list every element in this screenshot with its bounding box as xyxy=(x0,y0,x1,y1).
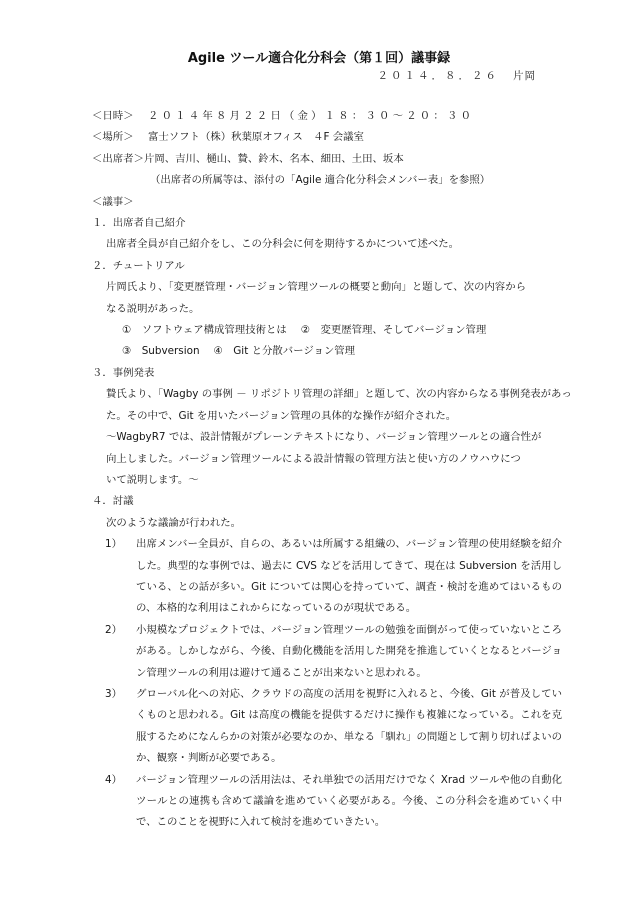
discussion-item-4 xyxy=(92,770,562,834)
section-3-line-3: ～WagbyR7 では、設計情報がプレーンテキストになり、バージョン管理ツールとの適合性が xyxy=(106,431,542,444)
attendees-value: 片岡、吉川、樋山、贄、鈴木、名本、細田、土田、坂本 xyxy=(143,152,404,165)
document-author: 片岡 xyxy=(513,70,536,82)
section-2-line-2: なる説明があった。 xyxy=(106,302,200,315)
agenda-label: ＜議事＞ xyxy=(92,195,134,208)
attendees-label: ＜出席者＞ xyxy=(92,152,144,165)
date-author-line xyxy=(378,68,537,83)
attendees-note: （出席者の所属等は、添付の「Agile 適合化分科会メンバー表」を参照） xyxy=(150,174,491,187)
section-1-heading: １．出席者自己紹介 xyxy=(92,217,186,230)
section-3-line-4: 向上しました。バージョン管理ツールによる設計情報の管理方法と使い方のノウハウにつ xyxy=(106,452,521,465)
section-3-line-2: た。その中で、Git を用いたバージョン管理の具体的な操作が紹介された。 xyxy=(106,409,457,422)
section-3-line-5: いて説明します。～ xyxy=(106,473,199,486)
tutorial-topic-1: ① ソフトウェア構成管理技術とは xyxy=(122,324,287,337)
meta-attendees xyxy=(92,149,562,170)
datetime-label: ＜日時＞ xyxy=(92,110,134,122)
document-title: Agile ツール適合化分科会（第１回）議事録 xyxy=(187,51,451,66)
meta-datetime xyxy=(92,106,562,127)
discussion-item-text: グローバル化への対応、クラウドの高度の活用を視野に入れると、今後、Git が普及していくものと思われる。Git は高度の機能を提供するだけに操作も複雑になっている。これを克服するためになんらかの対策が必要なのか、単なる「馴れ」の問題として割り切ればよいのか、観察・判断が必要である。 xyxy=(136,687,563,765)
section-4-heading: ４．討議 xyxy=(92,495,134,508)
section-2-line-1: 片岡氏より、「変更歴管理・バージョン管理ツールの概要と動向」と題して、次の内容から xyxy=(106,281,526,294)
section-4-intro: 次のような議論が行われた。 xyxy=(106,516,242,529)
section-3-heading: ３．事例発表 xyxy=(92,366,155,379)
place-label: ＜場所＞ xyxy=(92,131,134,144)
discussion-item-2 xyxy=(92,620,562,684)
document-date: ２０１４．８．２６ xyxy=(377,70,499,82)
discussion-item-number: 2） xyxy=(104,623,122,636)
section-3-line-1: 贄氏より、「Wagby の事例 － リポジトリ管理の詳細」と題して、次の内容からなる事例発表があっ xyxy=(106,388,572,401)
tutorial-topic-4: ④ Git と分散バージョン管理 xyxy=(213,345,356,358)
discussion-item-number: 1） xyxy=(104,538,122,551)
discussion-item-text: バージョン管理ツールの活用法は、それ単独での活用だけでなく Xrad ツールや他の自動化ツールとの連携も含めて議論を進めていく必要がある。今後、この分科会を進めていく中で、このことを視野に入れて検討を進めていきたい。 xyxy=(136,773,562,829)
section-1-text: 出席者全員が自己紹介をし、この分科会に何を期待するかについて述べた。 xyxy=(106,238,460,251)
tutorial-topic-3: ③ Subversion xyxy=(122,345,200,358)
discussion-item-text: 出席メンバー全員が、自らの、あるいは所属する組織の、バージョン管理の使用経験を紹介した。典型的な事例では、過去に CVS などを活用してきて、現在は Subversion を活用している、との話が多い。Git については関心を持っていて、調査・検討を進めてはいるものの、本格的な利用はこれからになっているのが現状である。 xyxy=(136,538,562,615)
discussion-item-text: 小規模なプロジェクトでは、バージョン管理ツールの勉強を面倒がって使っていないところがある。しかしながら、今後、自動化機能を活用した開発を推進していくとなるとバージョン管理ツールの利用は避けて通ることが出来ないと思われる。 xyxy=(136,623,562,679)
minutes-body xyxy=(92,106,572,834)
section-2-heading: ２．チュートリアル xyxy=(92,259,185,272)
datetime-value: ２０１４年８月２２日（金）１８：３０～２０：３０ xyxy=(148,110,475,122)
tutorial-topics-row-1 xyxy=(92,320,562,341)
discussion-item-1 xyxy=(92,534,562,620)
place-value: 富士ソフト（株）秋葉原オフィス ４F 会議室 xyxy=(148,131,364,144)
meta-place xyxy=(92,127,562,148)
tutorial-topics-row-2 xyxy=(92,341,562,362)
discussion-item-number: 4） xyxy=(104,773,122,786)
tutorial-topic-2: ② 変更歴管理、そしてバージョン管理 xyxy=(300,324,487,337)
discussion-item-3 xyxy=(92,684,562,770)
discussion-item-number: 3） xyxy=(104,687,122,700)
